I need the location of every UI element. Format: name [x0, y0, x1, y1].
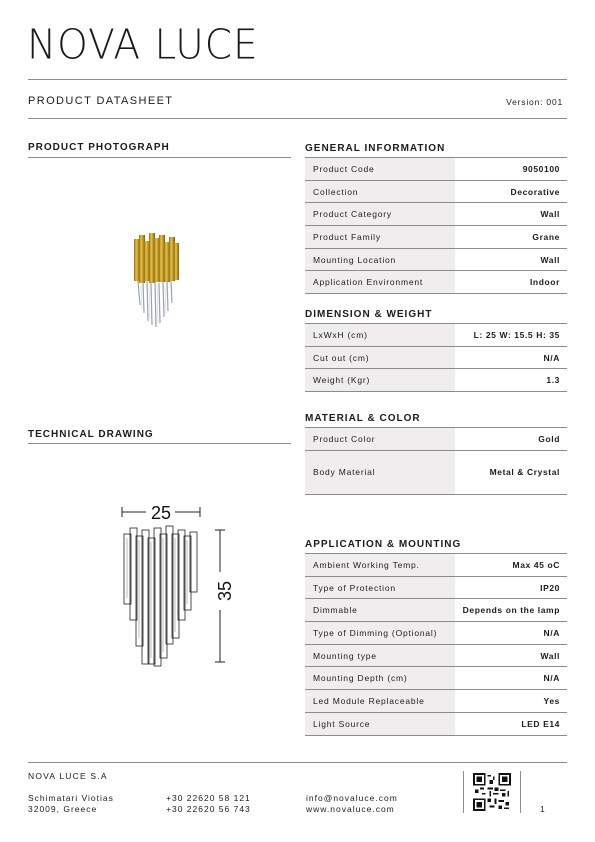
- material-table: [305, 428, 567, 495]
- footer-phones: [166, 793, 251, 815]
- row-label: Mounting type: [305, 645, 455, 667]
- row-value: Decorative: [510, 186, 560, 197]
- application-row-dimmable: [305, 599, 567, 622]
- row-value: 9050100: [522, 163, 560, 174]
- row-label: Product Code: [305, 158, 455, 180]
- row-value: Wall: [540, 254, 560, 265]
- section-rule-photo: [28, 157, 291, 158]
- row-value: Wall: [540, 209, 560, 220]
- row-value: IP20: [540, 582, 560, 593]
- footer-contact: [306, 793, 398, 815]
- row-value: L: 25 W: 15.5 H: 35: [473, 329, 560, 340]
- application-table: [305, 554, 567, 736]
- section-title-application: APPLICATION & MOUNTING: [305, 539, 462, 550]
- header-top-rule: [28, 79, 567, 80]
- row-label: Type of Dimming (Optional): [305, 622, 455, 644]
- footer-address: [28, 793, 114, 815]
- application-row-dimming-type: [305, 622, 567, 645]
- row-label: Mounting Location: [305, 249, 455, 271]
- row-label: Dimmable: [305, 599, 455, 621]
- general-row-product-code: [305, 158, 567, 181]
- product-photo: [120, 225, 192, 330]
- width-dimension: 25: [150, 503, 172, 523]
- row-value: Max 45 oC: [512, 559, 560, 570]
- row-value: Depends on the lamp: [462, 605, 560, 616]
- address-line-1: Schimatari Viotias: [28, 793, 114, 803]
- section-title-dimension: DIMENSION & WEIGHT: [305, 309, 433, 320]
- website-link[interactable]: www.novaluce.com: [306, 804, 395, 814]
- general-row-collection: [305, 181, 567, 204]
- row-value: Wall: [540, 650, 560, 661]
- row-label: Ambient Working Temp.: [305, 554, 455, 576]
- general-table: [305, 158, 567, 294]
- section-title-material: MATERIAL & COLOR: [305, 413, 421, 424]
- general-row-environment: [305, 271, 567, 294]
- row-value: N/A: [543, 352, 560, 363]
- material-row-color: [305, 428, 567, 451]
- footer-rule: [28, 762, 567, 763]
- email-link[interactable]: info@novaluce.com: [306, 793, 398, 803]
- height-dimension: 35: [214, 580, 235, 602]
- row-value: 1.3: [546, 375, 560, 386]
- footer-separator-right: [520, 771, 521, 813]
- row-label: Led Module Replaceable: [305, 690, 455, 712]
- doc-type: PRODUCT DATASHEET: [28, 95, 174, 107]
- row-value: Metal & Crystal: [489, 467, 560, 478]
- dimension-row-weight: [305, 369, 567, 392]
- row-label: Application Environment: [305, 271, 455, 293]
- row-value: N/A: [543, 627, 560, 638]
- footer-company: NOVA LUCE S.A: [28, 771, 108, 781]
- row-label: Body Material: [305, 451, 455, 495]
- row-value: Grane: [532, 231, 560, 242]
- row-label: Collection: [305, 181, 455, 203]
- general-row-family: [305, 226, 567, 249]
- header-bottom-rule: [28, 118, 567, 119]
- general-row-mounting-location: [305, 249, 567, 272]
- row-value: N/A: [543, 673, 560, 684]
- application-row-mounting-type: [305, 645, 567, 668]
- general-row-category: [305, 203, 567, 226]
- section-title-general: GENERAL INFORMATION: [305, 143, 446, 154]
- application-row-led-replaceable: [305, 690, 567, 713]
- application-row-mounting-depth: [305, 667, 567, 690]
- row-label: Light Source: [305, 713, 455, 735]
- brand-logo: NOVA LUCE: [27, 21, 259, 70]
- version-label: Version: 001: [506, 97, 563, 107]
- row-value: Yes: [543, 695, 560, 706]
- row-label: Cut out (cm): [305, 347, 455, 369]
- row-label: Product Category: [305, 203, 455, 225]
- row-value: Indoor: [529, 277, 560, 288]
- material-row-body: [305, 451, 567, 496]
- section-title-photo: PRODUCT PHOTOGRAPH: [28, 142, 170, 153]
- technical-drawing: [108, 498, 248, 670]
- section-title-drawing: TECHNICAL DRAWING: [28, 429, 154, 440]
- phone-2: +30 22620 56 743: [166, 804, 251, 814]
- row-label: Mounting Depth (cm): [305, 667, 455, 689]
- dimension-table: [305, 324, 567, 392]
- row-label: Weight (Kgr): [305, 369, 455, 391]
- row-value: Gold: [538, 433, 560, 444]
- dimension-row-cutout: [305, 347, 567, 370]
- address-line-2: 32009, Greece: [28, 804, 98, 814]
- qr-code-icon: [473, 773, 511, 811]
- section-rule-drawing: [28, 443, 291, 444]
- row-label: Product Family: [305, 226, 455, 248]
- row-label: LxWxH (cm): [305, 324, 455, 346]
- application-row-temp: [305, 554, 567, 577]
- row-label: Product Color: [305, 428, 455, 450]
- application-row-protection: [305, 577, 567, 600]
- dimension-row-lxwxh: [305, 324, 567, 347]
- footer-separator-left: [463, 771, 464, 813]
- page-number: 1: [540, 804, 545, 814]
- row-value: LED E14: [521, 718, 560, 729]
- application-row-light-source: [305, 713, 567, 736]
- phone-1: +30 22620 58 121: [166, 793, 251, 803]
- row-label: Type of Protection: [305, 577, 455, 599]
